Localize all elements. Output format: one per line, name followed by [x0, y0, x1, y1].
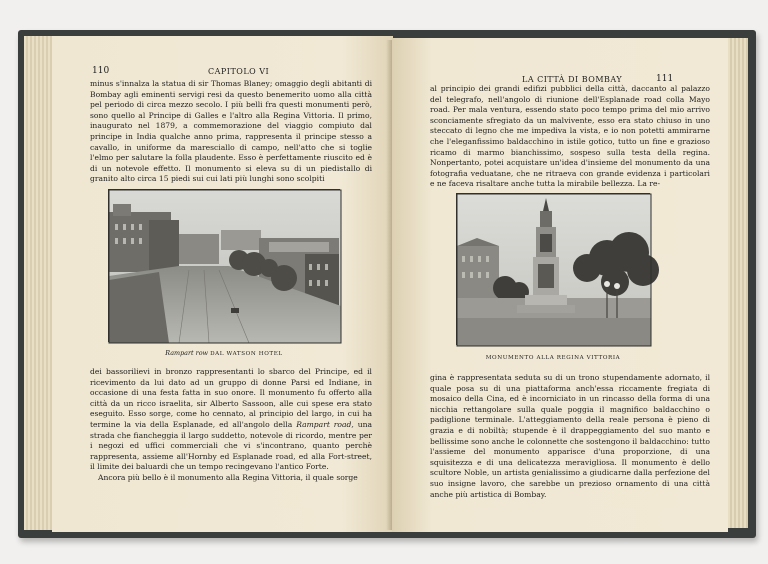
rampart-row-illustration — [109, 190, 341, 343]
rampart-road-italic: Rampart road, — [296, 419, 354, 429]
rampart-row-photo — [108, 189, 340, 342]
left-paragraph-top: minus s'innalza la statua di sir Thomas Blaney; omaggio degli abitanti di Bombay agli eminenti servigi resi da questo benemerito uomo alla città pel periodo di circa mezzo secolo. I più belli fra questi monumenti però, sono quello al Principe di Galles e l'altro alla Regina Vittoria. Il primo, inaugurato nel 1879, a commemorazione del viaggio compiuto dal principe in India qualche anno prima, rappresenta il principe stesso a cavallo, in uniforme da maresciallo di campo, nell'atto che si toglie l'elmo per salutare la folla plaudente. Esso è perfettamente riuscito ed è di un notevole effetto. Il monumento si eleva su di un piedistallo di granito alto circa 15 piedi sui cui lati più lunghi sono scolpiti — [90, 79, 372, 184]
right-paragraph-top: al principio dei grandi edifizi pubblici della città, daccanto al palazzo del telegrafo, nell'angolo di riunione dell'Esplanade road colla Mayo road. Per mala ventura, essendo stato poco tempo prima del mio arrivo sconciamente sfregiato da un malvivente, esso era stato chiuso in uno steccato di legno che me impediva la vista, e io non potetti ammirarne che l'eleganfissimo baldacchino in istile gotico, tutto un fine e grazioso ricamo di marmo bianchissimo, sospeso sulla testa della regina. Nonpertanto, potei acquistare un'idea d'insieme del monumento da una fotografia veduatane, che ne ritraeva con grande evidenza i particolari e ne faceva risaltare anche tutta la mirabile bellezza. La re- — [430, 84, 710, 189]
right-page-number: 111 — [656, 74, 674, 84]
right-text-top — [430, 84, 710, 189]
caption-rampart-row: Rampart row — [165, 349, 209, 357]
left-text-top — [90, 79, 372, 184]
left-paragraph-bottom — [90, 367, 372, 473]
left-paragraph-last: Ancora più bello è il monumento alla Regina Vittoria, il quale sorge — [98, 472, 358, 482]
right-text-bottom — [430, 373, 710, 499]
monument-illustration — [457, 194, 651, 346]
left-photo-caption — [108, 349, 340, 357]
left-text-bottom — [90, 367, 372, 482]
left-running-head: CAPITOLO VI — [208, 67, 270, 76]
left-paragraph-bottom-1: dei bassorilievi in bronzo rappresentanti lo sbarco del Principe, ed il ricevimento da lui dato ad un gruppo di donne Parsi ed Indiane, in occasione di una festa fatta in suo onore. Il monumento fu offerto alla città da un ricco israelita, sir Alberto Sassoon, alle cui spese era stato eseguito. Esso sorge, come ho cennato, al principio del largo, in cui ha termine la via della Esplanade, ed all'angolo della — [90, 367, 372, 429]
right-running-head: LA CITTÀ DI BOMBAY — [522, 75, 623, 84]
caption-watson-hotel: DAL WATSON HOTEL — [210, 351, 283, 357]
caption-queen-victoria-monument: MONUMENTO ALLA REGINA VITTORIA — [485, 355, 621, 361]
left-page-number: 110 — [92, 66, 110, 76]
left-paragraph-bottom-2: una strada che fiancheggia il largo suddetto, notevole di ricordo, mentre per i negozi ed uffici commerciali che vi s'incontrano, quanto perchè rappresenta, assieme all'Hornby ed Esplanade road, ed alla Fort-street, il limite dei baluardi che un tempo recingevano l'antico Forte. — [90, 419, 372, 472]
queen-victoria-monument-photo — [456, 193, 650, 345]
right-paragraph-bottom: gina è rappresentata seduta su di un trono stupendamente adornato, il quale posa su di una piattaforma anch'essa riccamente fregiata di mosaico della Cina, ed è incorniciato in un rincasso della forma di una nicchia rettangolare sulla quale poggia il magnifico baldacchino o padiglione terminale. L'atteggiamento della reale persona è pieno di grazia e di nobiltà; stupende è il drappeggiamento del suo manto e bellissime sono anche le colonnette che sostengono il baldacchino: tutto l'assieme del monumento apparisce d'una proporzione, di una squisitezza e di una delicatezza meravigliosa. Il monumento è dello scultore Noble, un artista genialissimo a giudicarne dalla perfezione del suo insigne lavoro, che sarebbe un prezioso ornamento di una città anche più artistica di Bombay. — [430, 373, 710, 499]
right-photo-caption — [456, 353, 650, 361]
